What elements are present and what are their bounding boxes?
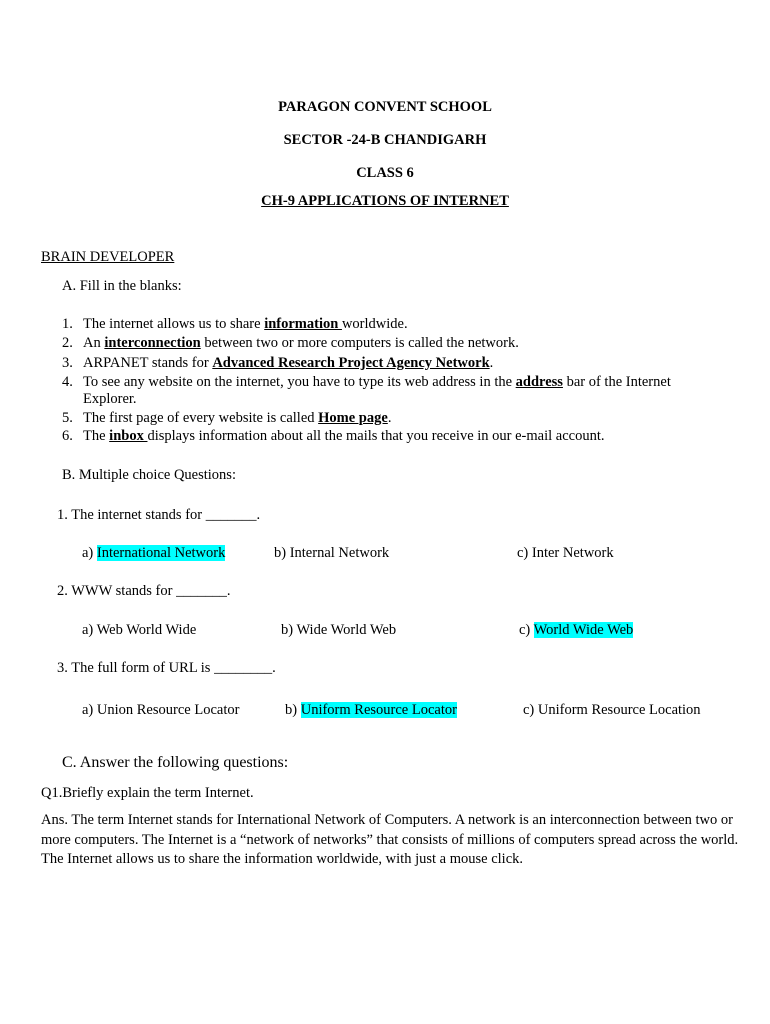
item-answer: address [515, 374, 563, 390]
mcq-option-a: a) Union Resource Locator [82, 702, 240, 718]
item-answer: inbox [109, 428, 148, 444]
mcq-option-b: b) Wide World Web [281, 622, 397, 638]
item-number: 3. [62, 355, 73, 371]
item-number: 5. [62, 410, 73, 426]
mcq-option-a [82, 545, 225, 562]
class-label: CLASS 6 [356, 165, 414, 181]
option-prefix: b) [285, 702, 301, 718]
item-number: 2. [62, 335, 73, 351]
item-answer: Home page [318, 410, 388, 426]
mcq-heading: B. Multiple choice Questions: [62, 467, 236, 483]
school-name: PARAGON CONVENT SCHOOL [278, 99, 492, 115]
item-text: The [83, 428, 110, 444]
mcq-option-c: c) Uniform Resource Location [523, 702, 701, 718]
correct-answer-highlight: International Network [96, 545, 226, 561]
item-text-end: displays information about all the mails that you receive in our e-mail account. [147, 428, 605, 444]
mcq-option-c [519, 622, 633, 639]
item-text: The internet allows us to share [83, 316, 265, 332]
item-text: An [83, 335, 105, 351]
mcq-option-b: b) Internal Network [274, 545, 390, 561]
item-text: ARPANET stands for [83, 355, 213, 371]
item-text-end: between two or more computers is called the network. [200, 335, 519, 351]
answer-heading: C. Answer the following questions: [62, 754, 289, 771]
item-text-end: worldwide. [341, 316, 408, 332]
mcq-option-a: a) Web World Wide [82, 622, 197, 638]
mcq-option-b [285, 702, 457, 719]
option-prefix: c) [519, 622, 534, 638]
item-answer: interconnection [104, 335, 201, 351]
correct-answer-highlight: Uniform Resource Locator [300, 702, 457, 718]
option-prefix: a) [82, 545, 97, 561]
list-item-continuation: Explorer. [83, 391, 137, 407]
item-number: 1. [62, 316, 73, 332]
chapter-title-text: CH-9 APPLICATIONS OF INTERNET [261, 193, 509, 209]
mcq-option-c: c) Inter Network [517, 545, 614, 561]
item-answer: Advanced Research Project Agency Network [212, 355, 490, 371]
fill-blanks-heading: A. Fill in the blanks: [62, 278, 182, 294]
item-text-end: . [489, 355, 494, 371]
mcq-question-2: 2. WWW stands for _______. [57, 583, 231, 599]
correct-answer-highlight: World Wide Web [533, 622, 634, 638]
item-text: The first page of every website is called [83, 410, 319, 426]
item-text-end: . [387, 410, 392, 426]
section-title: BRAIN DEVELOPER [41, 249, 175, 265]
item-answer: information [264, 316, 342, 332]
item-number: 4. [62, 374, 73, 390]
question-text: Q1.Briefly explain the term Internet. [41, 785, 254, 801]
answer-paragraph: Ans. The term Internet stands for International Network of Computers. A network is an interconnection between two or more computers. The Internet is a “network of networks” that consists of millions of computers spread across the world. The Internet allows us to share the information worldwide, with just a mouse click. [41, 812, 739, 867]
mcq-question-3: 3. The full form of URL is ________. [57, 660, 276, 676]
item-text: To see any website on the internet, you have to type its web address in the [83, 374, 516, 390]
item-number: 6. [62, 428, 73, 444]
mcq-question-1: 1. The internet stands for _______. [57, 507, 261, 523]
item-text-end: bar of the Internet [562, 374, 671, 390]
chapter-title [0, 193, 770, 210]
school-sector: SECTOR -24-B CHANDIGARH [283, 132, 487, 148]
